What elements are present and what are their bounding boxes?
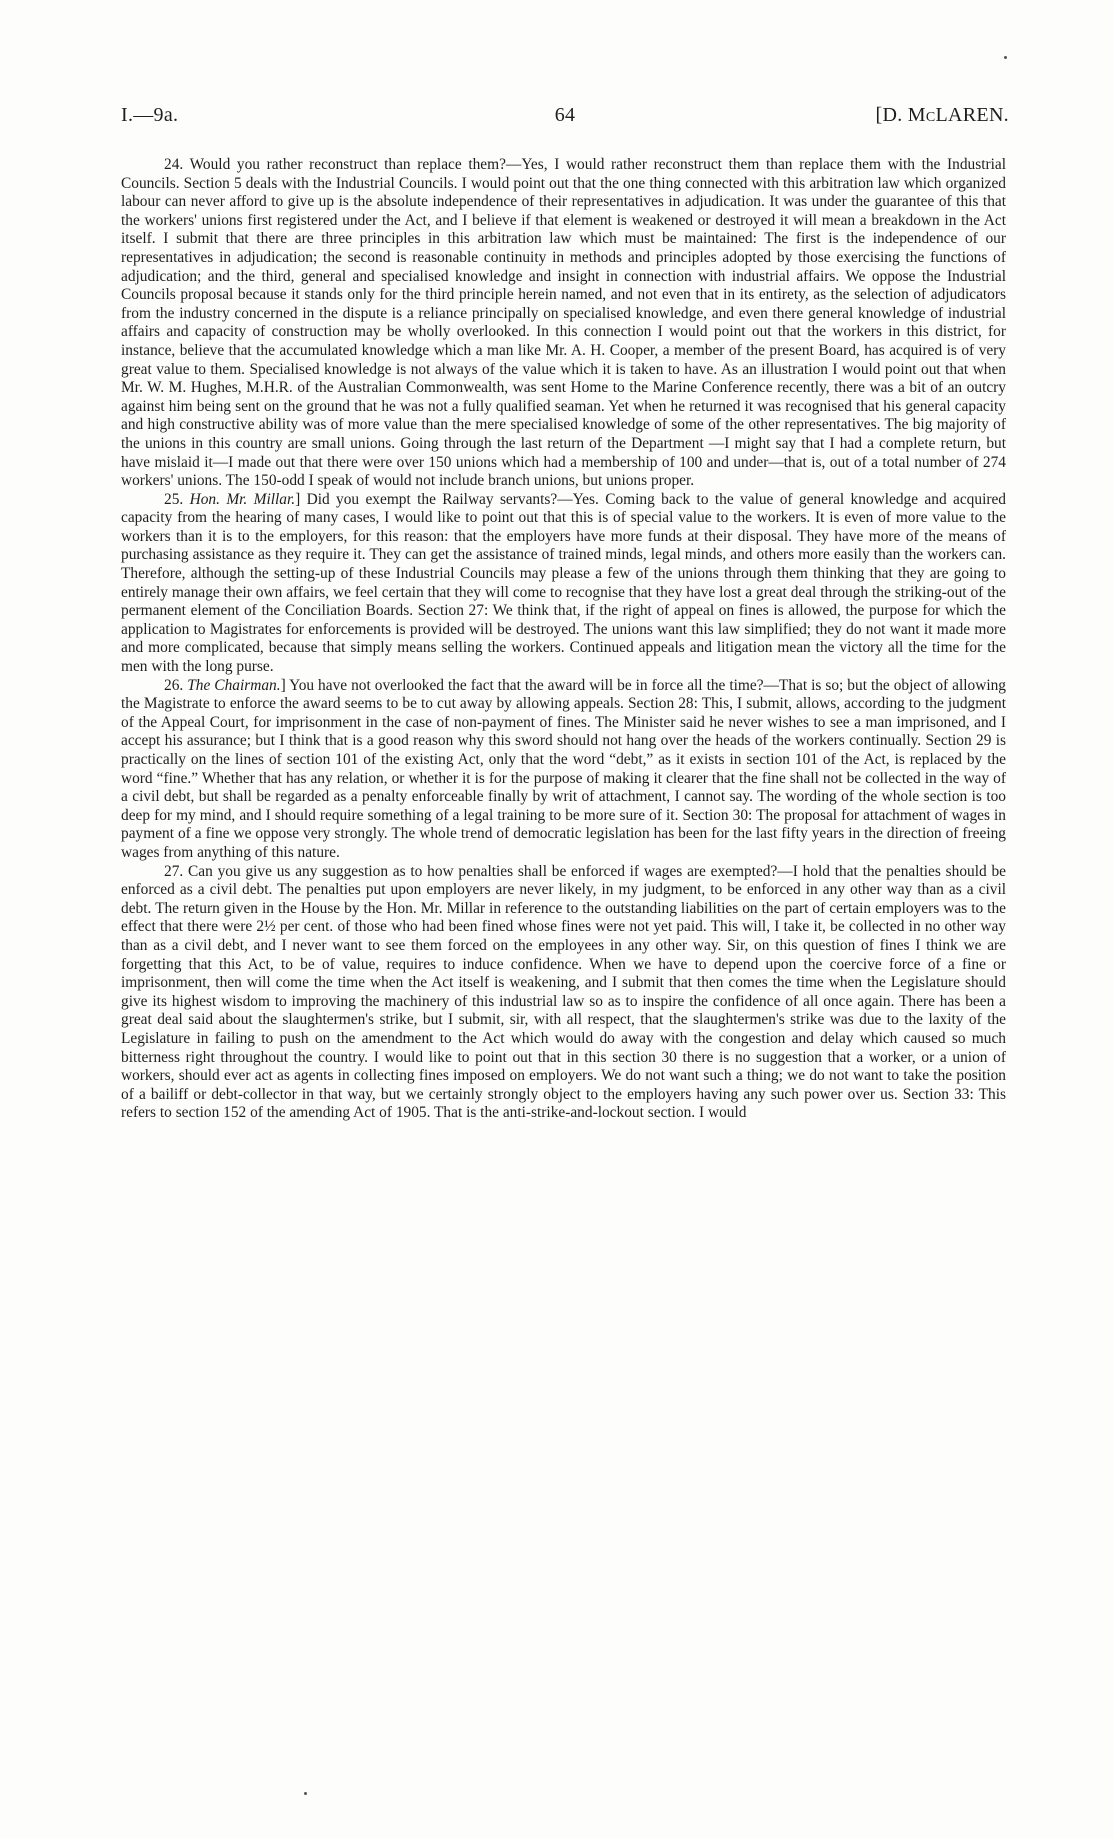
page-header — [121, 104, 1009, 134]
paragraph-text: Can you give us any suggestion as to how penalties shall be enforced if wages are exempted?—I hold that the penalties should be enforced as a civil debt. The penalties put upon employers are never likely, in my judgment, to be enforced in any other way than as a civil debt. The return given in the House by the Hon. Mr. Millar in reference to the outstanding liabilities on the part of certain employers was to the effect that there were 2½ per cent. of those who had been fined whose fines were not yet paid. This will, I take it, be collected in no other way than as a civil debt, and I never want to see them forced on the employees in any other way. Sir, on this question of fines I think we are forgetting that this Act, to be of value, requires to induce confidence. When we have to depend upon the coercive force of a fine or imprisonment, then will come the time when the Act itself is weakening, and I submit that then comes the time when the Legislature should give its highest wisdom to improving the machinery of this industrial law so as to inspire the confidence of all once again. There has been a great deal said about the slaughtermen's strike, but I submit, sir, with all respect, that the slaughtermen's strike was due to the laxity of the Legislature in failing to push on the amendment to the Act which would do away with the congestion and delay which caused so much bitterness right throughout the country. I would like to point out that in this section 30 there is no suggestion that a worker, or a union of workers, should ever act as agents in collecting fines imposed on employers. We do not want such a thing; we do not want to take the position of a bailiff or debt-collector in that way, but we certainly strongly object to the employers having any such power over us. Section 33: This refers to section 152 of the amending Act of 1905. That is the anti-strike-and-lockout section. I would — [121, 862, 1006, 1122]
paragraph-24 — [121, 156, 1006, 491]
page-number: 64 — [554, 104, 576, 126]
scan-speck — [1004, 56, 1007, 59]
paragraph-27 — [121, 863, 1006, 1123]
paragraph-text: ] You have not overlooked the fact that the award will be in force all the time?—That is so; but the object of allowing the Magistrate to enforce the award seems to be to cut away by allowing appeals. Section 28: This, I submit, allows, according to the judgment of the Appeal Court, for imprisonment in the case of non-payment of fines. The Minister said he never wishes to see a man imprisoned, and I accept his assurance; but I think that is a good reason why this sword should not hang over the heads of the workers continually. Section 29 is practically on the lines of section 101 of the existing Act, only that the word “debt,” as it exists in section 101 of the Act, is replaced by the word “fine.” Whether that has any relation, or whether it is for the purpose of making it clearer that the fine shall not be collected in the way of a civil debt, but shall be regarded as a penalty enforceable finally by writ of attachment, I cannot say. The wording of the whole section is too deep for my mind, and I should require something of a legal training to be more sure of it. Section 30: The proposal for attachment of wages in payment of a fine we oppose very strongly. The whole trend of democratic legislation has been for the last fifty years in the direction of freeing wages from anything of this nature. — [121, 676, 1006, 861]
question-number: 24. — [164, 156, 184, 173]
question-number: 26. — [164, 676, 184, 694]
paper-reference: I.—9a. — [121, 104, 179, 126]
paragraph-text: Would you rather reconstruct than replace them?—Yes, I would rather reconstruct them than replace them with the Industrial Councils. Section 5 deals with the Industrial Councils. I would point out that the one thing connected with this arbitration law which organized labour can never afford to give up is the absolute independence of their representatives in adjudication. It was under the guarantee of this that the workers' unions first registered under the Act, and I believe if that element is weakened or destroyed it will mean a breakdown in the Act itself. I submit that there are three principles in this arbitration law which must be maintained: The first is the independence of our representatives in adjudication; the second is reasonable continuity in methods and principles adopted by those exercising the functions of adjudication; and the third, general and specialised knowledge and insight in connection with industrial affairs. We oppose the Industrial Councils proposal because it stands only for the third principle herein named, and not even that in its entirety, as the selection of adjudicators from the industry concerned in the dispute is a reliance principally on specialised knowledge, and even there general knowledge of industrial affairs and capacity of construction may be wholly overlooked. In this connection I would point out that the workers in this district, for instance, believe that the accumulated knowledge which a man like Mr. A. H. Cooper, a member of the present Board, has acquired is of very great value to them. Specialised knowledge is not always of the value which it is taken to have. As an illustration I would point out that when Mr. W. M. Hughes, M.H.R. of the Australian Commonwealth, was sent Home to the Marine Conference recently, there was a bit of an outcry against him being sent on the ground that he was not a fully qualified seaman. Yet when he returned it was recognised that his general capacity and high constructive ability was of more value than the mere specialised knowledge of some of the other representatives. The big majority of the unions in this country are small unions. Going through the last return of the Department —I might say that I had a complete return, but have mislaid it—I made out that there were over 150 unions which had a membership of 100 and under—that is, out of a total number of 274 workers' unions. The 150-odd I speak of would not include branch unions, but unions proper. — [121, 156, 1006, 490]
speaker-name: Hon. Mr. Millar. — [183, 490, 296, 508]
question-number: 27. — [164, 862, 184, 880]
question-number: 25. — [164, 490, 184, 508]
paragraph-26 — [121, 677, 1006, 863]
witness-name: [D. McLAREN. — [875, 104, 1009, 126]
paragraph-text: ] Did you exempt the Railway servants?—Yes. Coming back to the value of general knowledge and acquired capacity from the hearing of many cases, I would like to point out that this is of special value to the workers. It is even of more value to the workers than it is to the employers, for this reason: that the employers have more funds at their disposal. They have more of the means of purchasing assistance as they require it. They can get the assistance of trained minds, legal minds, and others more easily than the workers can. Therefore, although the setting-up of these Industrial Councils may please a few of the unions through them thinking that they are going to entirely manage their own affairs, we feel certain that they will come to recognise that they have lost a great deal through the striking-out of the permanent element of the Conciliation Boards. Section 27: We think that, if the right of appeal on fines is allowed, the purpose for which the application to Magistrates for enforcements is provided will be destroyed. The unions want this law simplified; they do not want it made more and more complicated, because that simply means selling the workers. Continued appeals and litigation mean the victory all the time for the men with the long purse. — [121, 490, 1006, 676]
body-text — [121, 156, 1006, 1123]
speaker-name: The Chairman. — [183, 676, 281, 694]
scan-speck — [304, 1792, 307, 1795]
paragraph-25 — [121, 491, 1006, 677]
